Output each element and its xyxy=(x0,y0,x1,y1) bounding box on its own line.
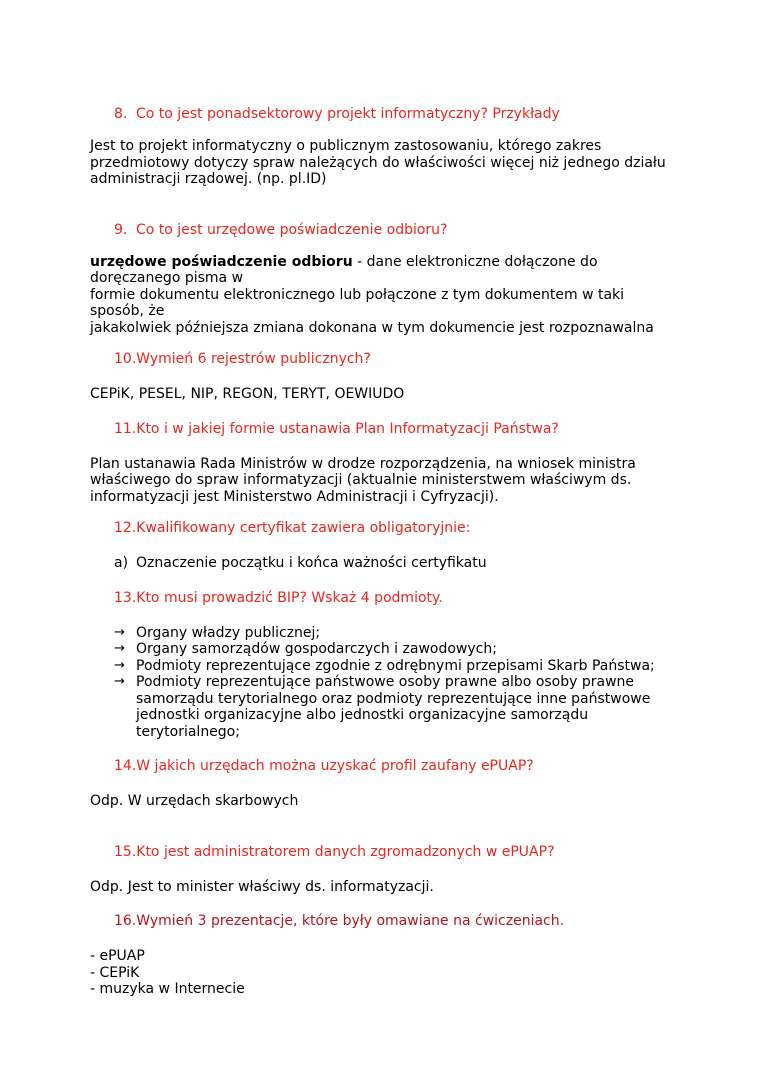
list-item xyxy=(114,625,680,642)
list-item-label: a) xyxy=(114,555,129,571)
question-12 xyxy=(114,519,680,538)
answer-14: Odp. W urzędach skarbowych xyxy=(90,793,299,809)
list-item-text: Podmioty reprezentujące zgodnie z odrębnymi przepisami Skarb Państwa; xyxy=(136,657,655,674)
list-item: - ePUAP xyxy=(90,948,145,964)
question-number: 13. xyxy=(114,589,137,606)
answer-line: doręczanego pisma w xyxy=(90,270,244,286)
answer-line: Jest to projekt informatyczny o publicznym zastosowaniu, którego zakres xyxy=(90,138,602,154)
list-item-text: samorządu terytorialnego oraz podmioty reprezentujące inne państwowe xyxy=(136,690,651,707)
list-item: - CEPiK xyxy=(90,964,140,981)
question-text: Kto i w jakiej formie ustanawia Plan Informatyzacji Państwa? xyxy=(136,420,559,437)
answer-15: Odp. Jest to minister właściwy ds. informatyzacji. xyxy=(90,878,434,895)
question-text: Kwalifikowany certyfikat zawiera obligatoryjnie: xyxy=(136,520,471,536)
list-item xyxy=(114,674,680,740)
question-14 xyxy=(114,757,680,776)
answer-definition: - dane elektroniczne dołączone do xyxy=(352,253,598,270)
list-item-text: terytorialnego; xyxy=(136,723,240,740)
question-text: Co to jest urzędowe poświadczenie odbioru? xyxy=(136,221,448,238)
question-number: 9. xyxy=(114,221,128,238)
list-item xyxy=(114,641,680,658)
answer-term: urzędowe poświadczenie odbioru xyxy=(90,253,353,270)
answer-line: Plan ustanawia Rada Ministrów w drodze rozporządzenia, na wniosek ministra xyxy=(90,455,636,472)
question-number: 8. xyxy=(114,106,128,122)
answer-line: jakakolwiek późniejsza zmiana dokonana w tym dokumencie jest rozpoznawalna xyxy=(90,319,654,336)
list-item-text: Organy samorządów gospodarczych i zawodowych; xyxy=(136,641,497,657)
question-number: 10. xyxy=(114,351,137,367)
question-16 xyxy=(114,912,680,931)
question-number: 14. xyxy=(114,758,137,774)
list-item-text: Podmioty reprezentujące państwowe osoby prawne albo osoby prawne xyxy=(136,674,635,690)
question-number: 12. xyxy=(114,520,137,536)
answer-8 xyxy=(90,138,680,188)
list-item-text: Organy władzy publicznej; xyxy=(136,624,321,641)
answer-9 xyxy=(90,254,680,337)
question-text: Co to jest ponadsektorowy projekt informatyczny? Przykłady xyxy=(136,106,560,122)
question-number: 15. xyxy=(114,843,137,860)
arrow-list xyxy=(90,625,680,741)
list-item-text: jednostki organizacyjne albo jednostki organizacyjne samorządu xyxy=(136,707,589,723)
list-item: - muzyka w Internecie xyxy=(90,981,245,997)
answer-line: formie dokumentu elektronicznego lub połączone z tym dokumentem w taki xyxy=(90,286,625,303)
arrow-right-icon: → xyxy=(114,641,125,656)
answer-line: właściwego do spraw informatyzacji (aktualnie ministerstwem właściwym ds. xyxy=(90,472,632,488)
answer-16 xyxy=(90,948,680,998)
list-item xyxy=(114,555,680,572)
question-text: Kto musi prowadzić BIP? Wskaż 4 podmioty. xyxy=(136,589,443,606)
question-number: 11. xyxy=(114,420,137,437)
question-text: Kto jest administratorem danych zgromadzonych w ePUAP? xyxy=(136,843,555,860)
answer-10: CEPiK, PESEL, NIP, REGON, TERYT, OEWIUDO xyxy=(90,386,405,402)
answer-line: sposób, że xyxy=(90,303,165,319)
document-page xyxy=(90,105,680,998)
question-10 xyxy=(114,350,680,369)
question-text: Wymień 6 rejestrów publicznych? xyxy=(136,351,371,367)
question-13 xyxy=(114,589,680,608)
list-item-text: Oznaczenie początku i końca ważności certyfikatu xyxy=(136,555,487,571)
answer-line: informatyzacji jest Ministerstwo Administracji i Cyfryzacji). xyxy=(90,488,499,505)
list-item xyxy=(114,658,680,675)
arrow-right-icon: → xyxy=(114,624,125,640)
arrow-right-icon: → xyxy=(114,657,125,673)
question-15 xyxy=(114,843,680,862)
question-11 xyxy=(114,420,680,439)
answer-11 xyxy=(90,456,680,506)
answer-line: administracji rządowej. (np. pl.ID) xyxy=(90,171,327,187)
question-number: 16. xyxy=(114,913,137,929)
question-text: W jakich urzędach można uzyskać profil zaufany ePUAP? xyxy=(136,758,534,774)
arrow-right-icon: → xyxy=(114,674,125,689)
question-9 xyxy=(114,221,680,240)
answer-line: przedmiotowy dotyczy spraw należących do właściwości więcej niż jednego działu xyxy=(90,154,666,171)
question-8 xyxy=(114,105,680,124)
question-text: Wymień 3 prezentacje, które były omawiane na ćwiczeniach. xyxy=(136,913,565,929)
